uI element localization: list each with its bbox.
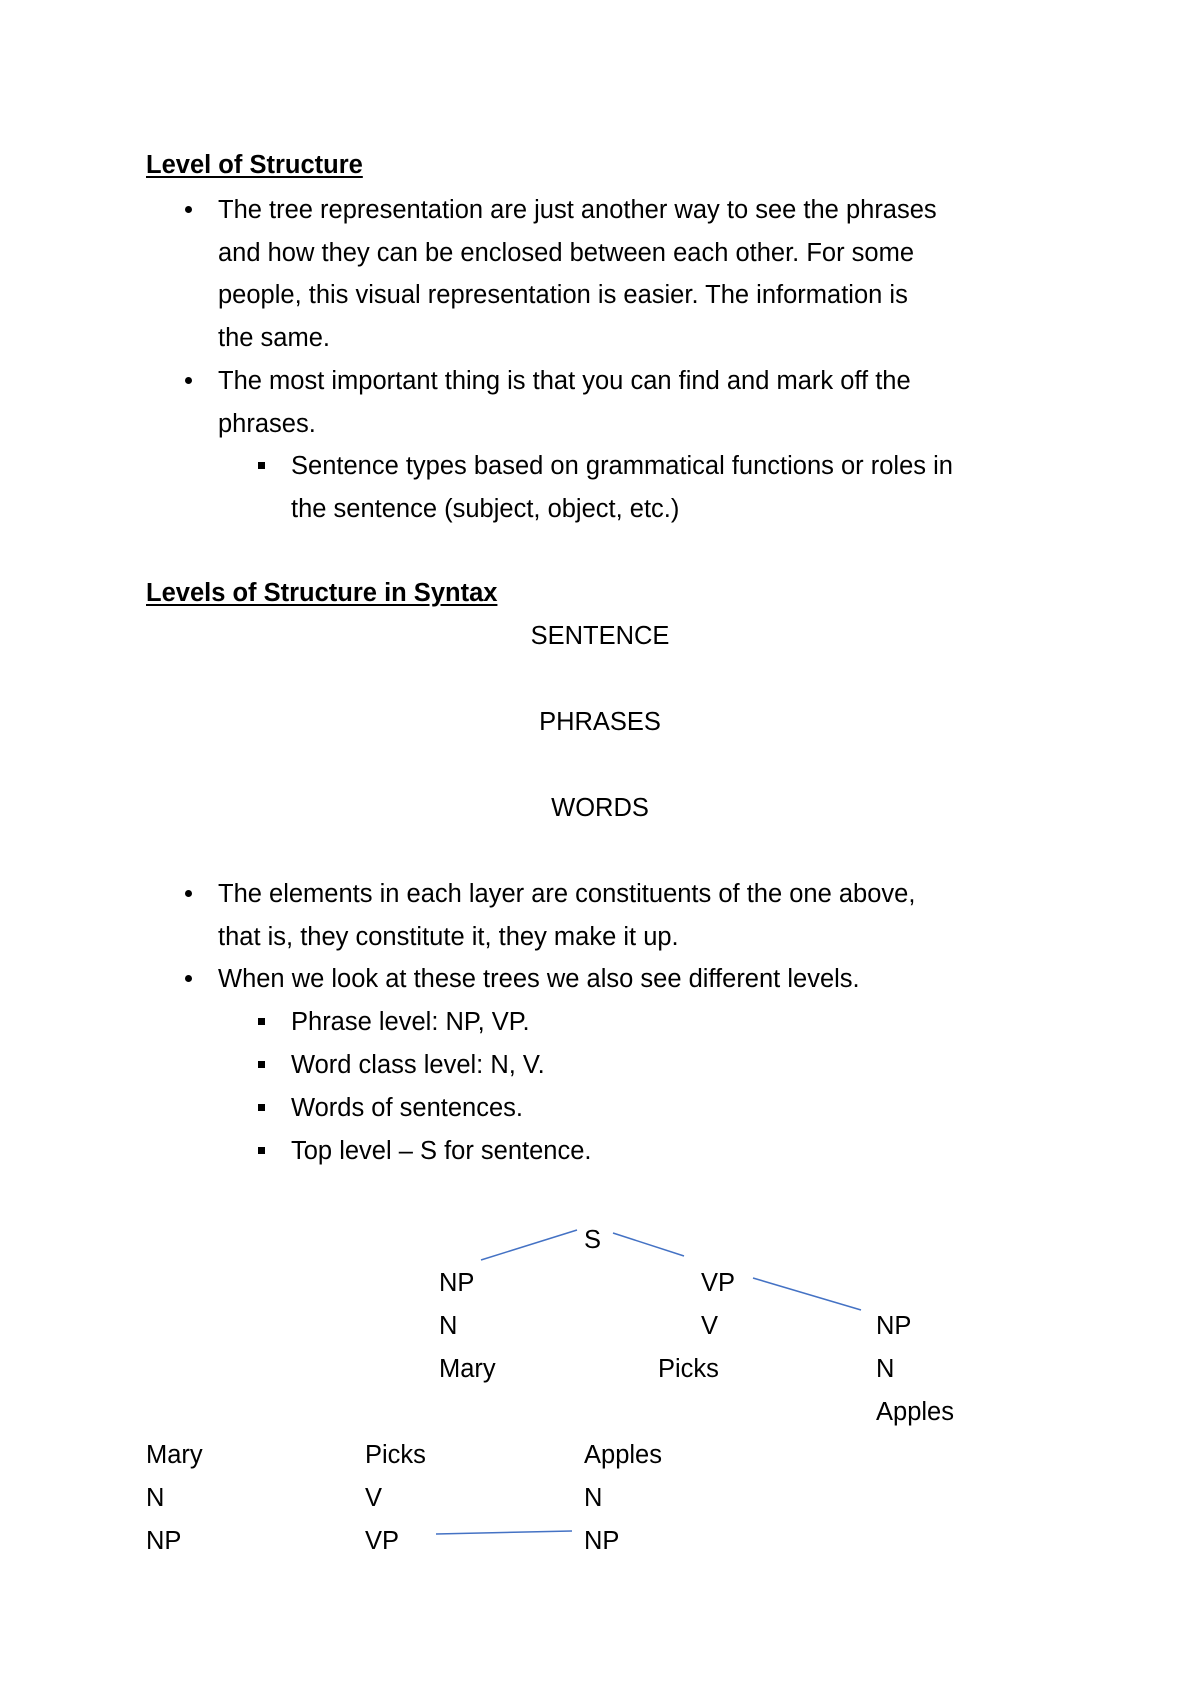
text-line: and how they can be enclosed between each other. For some	[218, 238, 915, 267]
tree-node-np: NP	[439, 1269, 475, 1297]
tree-node-s: S	[584, 1226, 602, 1254]
tree-node-v: V	[701, 1312, 719, 1340]
text-line: The most important thing is that you can find and mark off the	[218, 367, 911, 395]
sub-bullet-item: Top level – S for sentence.	[291, 1137, 592, 1165]
text-line: The tree representation are just another way to see the phrases	[218, 196, 937, 224]
section-heading-levels-in-syntax: Levels of Structure in Syntax	[146, 579, 498, 607]
table-cell: N	[146, 1484, 165, 1512]
connector-line-s-vp	[613, 1233, 684, 1256]
tree-node-n: N	[439, 1312, 458, 1340]
table-cell: Picks	[365, 1441, 426, 1469]
table-cell: V	[365, 1484, 383, 1512]
tree-word-picks: Picks	[658, 1355, 719, 1383]
connector-line-s-np	[481, 1230, 577, 1260]
table-cell: NP	[146, 1527, 182, 1555]
text-line: phrases.	[218, 409, 316, 438]
text-line: When we look at these trees we also see different levels.	[218, 965, 860, 993]
text-line: the same.	[218, 323, 330, 352]
text-line: the sentence (subject, object, etc.)	[291, 494, 680, 523]
connector-line-vp-np-table	[436, 1531, 572, 1534]
sub-bullet-item: Phrase level: NP, VP.	[291, 1008, 530, 1036]
tree-node-n-object: N	[876, 1355, 895, 1383]
tree-word-apples: Apples	[876, 1398, 954, 1426]
table-cell: Mary	[146, 1441, 203, 1469]
tree-word-mary: Mary	[439, 1355, 496, 1383]
table-cell: Apples	[584, 1441, 662, 1469]
level-sentence: SENTENCE	[530, 622, 670, 650]
section-heading-level-of-structure: Level of Structure	[146, 151, 363, 179]
level-words: WORDS	[551, 794, 649, 822]
sub-bullet-item: Word class level: N, V.	[291, 1051, 545, 1079]
text-line: The elements in each layer are constituents of the one above,	[218, 880, 916, 908]
sub-bullet-item: Words of sentences.	[291, 1094, 523, 1122]
table-cell: N	[584, 1484, 603, 1512]
tree-node-vp: VP	[701, 1269, 736, 1297]
text-line: people, this visual representation is easier. The information is	[218, 281, 908, 309]
level-phrases: PHRASES	[539, 708, 661, 736]
connector-line-vp-np	[753, 1278, 861, 1310]
text-line: Sentence types based on grammatical functions or roles in	[291, 452, 953, 480]
text-line: that is, they constitute it, they make it up.	[218, 922, 679, 951]
table-cell: VP	[365, 1527, 400, 1555]
tree-node-np-object: NP	[876, 1312, 912, 1340]
table-cell: NP	[584, 1527, 620, 1555]
